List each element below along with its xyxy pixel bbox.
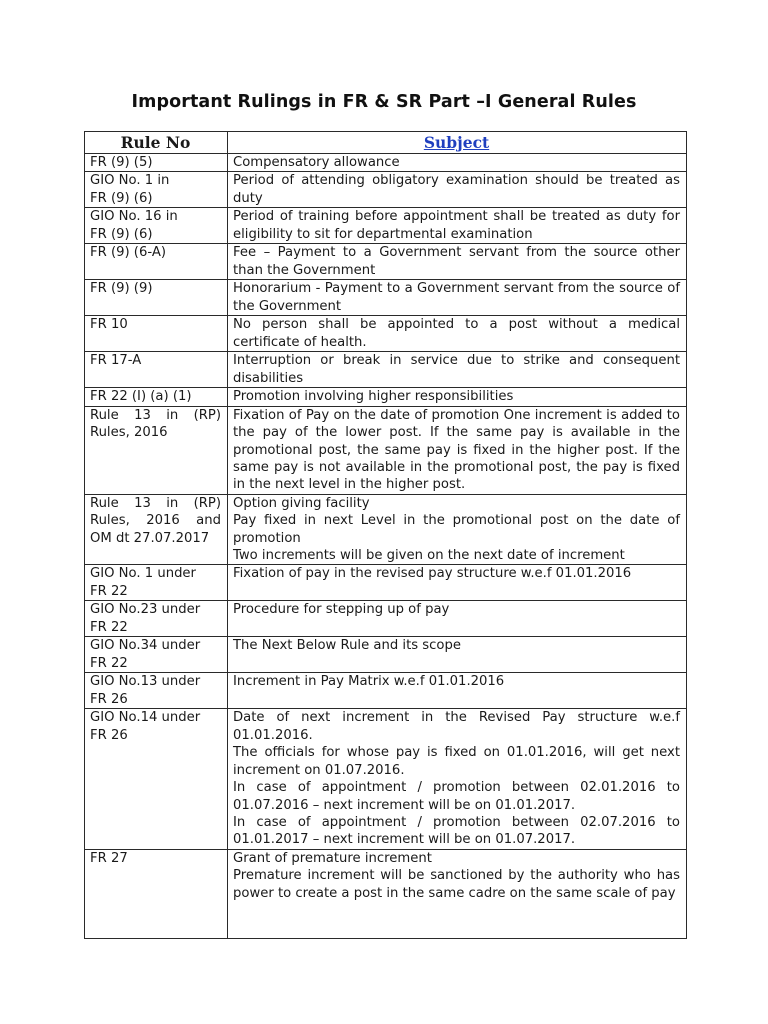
subject-text: Fee – Payment to a Government servant from the source other than the Government xyxy=(233,245,680,278)
subject-cell xyxy=(228,673,687,709)
rule-no-text: GIO No. 1 under xyxy=(90,566,196,582)
subject-cell xyxy=(228,352,687,388)
rule-no-text: FR (9) (6) xyxy=(90,190,153,206)
subject-text: In case of appointment / promotion between 02.07.2016 to 01.01.2017 – next increment will be on 01.07.2017. xyxy=(233,814,680,848)
table-header-row xyxy=(85,132,687,154)
subject-text: Period of attending obligatory examination should be treated as duty xyxy=(233,173,680,206)
subject-text: Promotion involving higher responsibilities xyxy=(233,389,514,405)
subject-text: Interruption or break in service due to strike and consequent disabilities xyxy=(233,353,680,386)
rule-no-text: GIO No.14 under xyxy=(90,710,201,726)
rule-no-cell xyxy=(85,637,228,673)
rule-no-cell xyxy=(85,388,228,406)
table-row xyxy=(85,208,687,244)
header-subject: Subject xyxy=(228,132,687,154)
table-row xyxy=(85,565,687,601)
subject-text: The Next Below Rule and its scope xyxy=(233,638,461,654)
rule-no-text: FR (9) (9) xyxy=(90,281,153,297)
subject-text: No person shall be appointed to a post without a medical certificate of health. xyxy=(233,317,680,350)
subject-text: The officials for whose pay is fixed on 01.01.2016, will get next increment on 01.07.2016. xyxy=(233,745,680,778)
page-title: Important Rulings in FR & SR Part –I General Rules xyxy=(131,92,637,112)
table-row xyxy=(85,352,687,388)
subject-text: Honorarium - Payment to a Government servant from the source of the Government xyxy=(233,281,680,314)
rule-no-cell xyxy=(85,244,228,280)
rule-no-text: FR 26 xyxy=(90,691,128,707)
subject-text: Option giving facility xyxy=(233,495,370,511)
table-row xyxy=(85,244,687,280)
table-row xyxy=(85,154,687,172)
table-row xyxy=(85,280,687,316)
subject-text: Date of next increment in the Revised Pay structure w.e.f 01.01.2016. xyxy=(233,710,680,743)
rule-no-text: Rule 13 in (RP) Rules, 2016 and OM dt 27.07.2017 xyxy=(90,495,221,546)
rule-no-cell xyxy=(85,849,228,938)
rulings-table xyxy=(84,131,687,939)
rule-no-text: FR 22 xyxy=(90,583,128,599)
rule-no-cell xyxy=(85,280,228,316)
rule-no-cell xyxy=(85,172,228,208)
subject-cell xyxy=(228,316,687,352)
rule-no-text: FR 26 xyxy=(90,727,128,743)
subject-text: Period of training before appointment shall be treated as duty for eligibility to sit for departmental examination xyxy=(233,209,680,242)
subject-cell xyxy=(228,406,687,494)
table-row xyxy=(85,172,687,208)
rule-no-text: FR 10 xyxy=(90,317,128,333)
rule-no-cell xyxy=(85,709,228,849)
rule-no-text: FR 27 xyxy=(90,850,128,866)
rule-no-cell xyxy=(85,208,228,244)
table-row xyxy=(85,406,687,494)
rule-no-text: FR (9) (6) xyxy=(90,226,153,242)
rule-no-cell xyxy=(85,154,228,172)
rule-no-cell xyxy=(85,352,228,388)
rule-no-text: GIO No.23 under xyxy=(90,602,201,618)
table-row xyxy=(85,673,687,709)
rule-no-text: FR 22 xyxy=(90,619,128,635)
subject-text: Fixation of pay in the revised pay structure w.e.f 01.01.2016 xyxy=(233,566,632,582)
subject-text: Grant of premature increment xyxy=(233,850,432,866)
subject-cell xyxy=(228,709,687,849)
rule-no-text: GIO No.34 under xyxy=(90,638,201,654)
rule-no-text: GIO No. 16 in xyxy=(90,209,178,225)
subject-cell xyxy=(228,244,687,280)
rule-no-cell xyxy=(85,494,228,565)
subject-cell xyxy=(228,172,687,208)
table-row xyxy=(85,601,687,637)
rule-no-text: FR (9) (6-A) xyxy=(90,245,166,261)
subject-cell xyxy=(228,208,687,244)
subject-cell xyxy=(228,637,687,673)
subject-text: Premature increment will be sanctioned by the authority who has power to create a post in the same cadre on the same scale of pay xyxy=(233,868,680,901)
rule-no-cell xyxy=(85,673,228,709)
table-row xyxy=(85,849,687,938)
rule-no-text: GIO No.13 under xyxy=(90,674,201,690)
header-rule-no: Rule No xyxy=(85,132,228,154)
subject-text: Procedure for stepping up of pay xyxy=(233,602,450,618)
table-row xyxy=(85,494,687,565)
rule-no-text: FR 17-A xyxy=(90,353,142,369)
table-row xyxy=(85,388,687,406)
subject-text: Two increments will be given on the next date of increment xyxy=(233,548,625,564)
rule-no-cell xyxy=(85,316,228,352)
subject-text: Increment in Pay Matrix w.e.f 01.01.2016 xyxy=(233,674,505,690)
subject-text: Pay fixed in next Level in the promotional post on the date of promotion xyxy=(233,513,680,546)
rule-no-text: FR 22 (I) (a) (1) xyxy=(90,389,192,405)
table-row xyxy=(85,637,687,673)
subject-text: In case of appointment / promotion between 02.01.2016 to 01.07.2016 – next increment will be on 01.01.2017. xyxy=(233,780,680,813)
subject-text: Compensatory allowance xyxy=(233,155,400,170)
table-row xyxy=(85,316,687,352)
subject-cell xyxy=(228,494,687,565)
rule-no-cell xyxy=(85,406,228,494)
rule-no-text: Rule 13 in (RP) Rules, 2016 xyxy=(90,407,221,441)
subject-cell xyxy=(228,849,687,938)
rule-no-text: FR 22 xyxy=(90,655,128,671)
subject-cell xyxy=(228,280,687,316)
rule-no-text: GIO No. 1 in xyxy=(90,173,170,189)
rule-no-text: FR (9) (5) xyxy=(90,155,153,170)
subject-cell xyxy=(228,154,687,172)
subject-cell xyxy=(228,388,687,406)
subject-cell xyxy=(228,565,687,601)
table-row xyxy=(85,709,687,849)
subject-text: Fixation of Pay on the date of promotion One increment is added to the pay of the lower post. If the same pay is available in the promotional post, the same pay is fixed in the higher post. If the same pay is not available in the promotional post, the pay is fixed in the next level in the higher post. xyxy=(233,407,680,493)
subject-cell xyxy=(228,601,687,637)
rule-no-cell xyxy=(85,601,228,637)
rule-no-cell xyxy=(85,565,228,601)
